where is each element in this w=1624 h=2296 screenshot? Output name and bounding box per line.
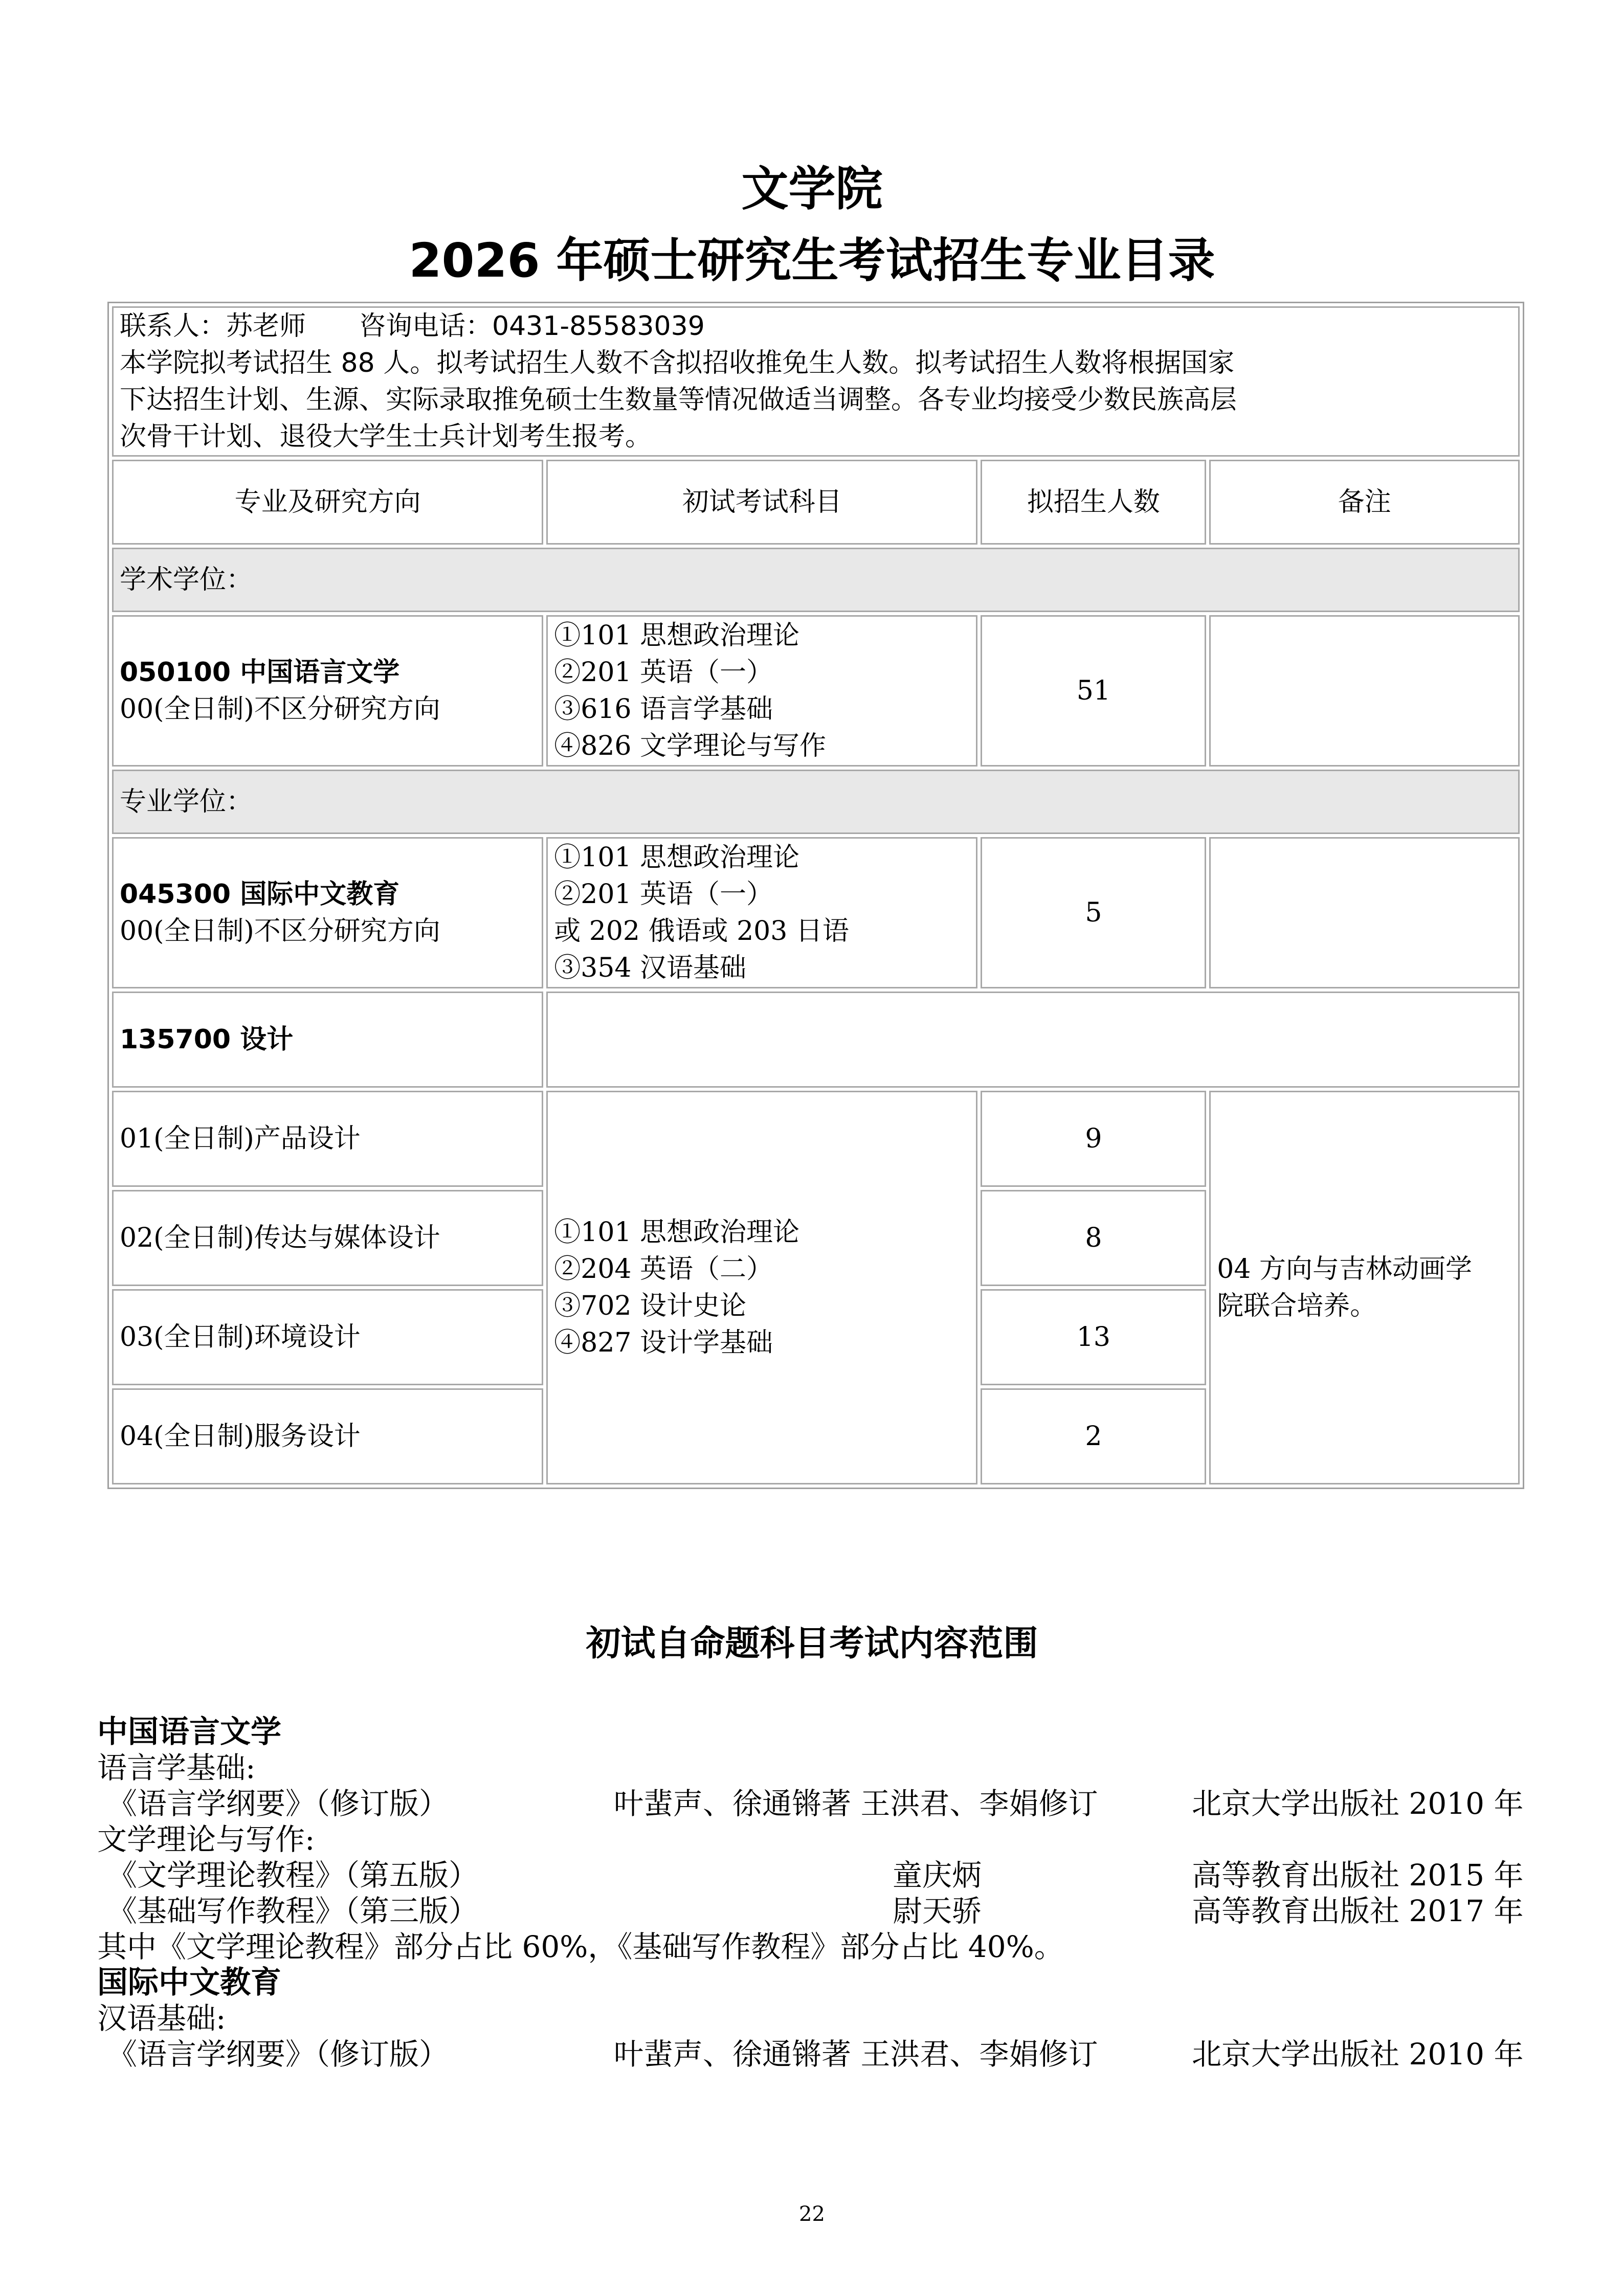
- notes-intl: [1209, 837, 1520, 988]
- section-academic: 学术学位：: [112, 548, 1520, 612]
- quota-chinese: 51: [981, 615, 1206, 767]
- quota-design-04: 2: [981, 1388, 1206, 1484]
- reference-book: [97, 1893, 1540, 1929]
- contact-line: 联系人：苏老师 咨询电话：0431-85583039: [120, 311, 705, 342]
- subjects-intl: [546, 837, 977, 988]
- program-design-empty: [546, 992, 1520, 1088]
- subject-item: ②201 英语（一）: [554, 657, 773, 688]
- catalog-table-wrapper: [107, 302, 1524, 1489]
- quota-design-01: 9: [981, 1091, 1206, 1187]
- notes-design: [1209, 1091, 1520, 1484]
- intro-paragraph-line: 下达招生计划、生源、实际录取推免硕士生数量等情况做适当调整。各专业均接受少数民族高层: [120, 385, 1237, 415]
- subject-item: ③354 汉语基础: [554, 953, 747, 983]
- book-title: 《语言学纲要》（修订版）: [107, 2037, 449, 2072]
- scope-heading: 初试自命题科目考试内容范围: [586, 1624, 1038, 1664]
- subject-item: 或 202 俄语或 203 日语: [554, 916, 849, 947]
- subject-item: ④826 文学理论与写作: [554, 731, 827, 761]
- subject-item: ③616 语言学基础: [554, 694, 773, 725]
- intro-paragraph-line: 次骨干计划、退役大学生士兵计划考生报考。: [120, 421, 652, 452]
- quota-design-03: 13: [981, 1289, 1206, 1385]
- reference-book: [97, 1786, 1540, 1821]
- book-publisher: 高等教育出版社 2015 年: [1192, 1858, 1524, 1893]
- book-publisher: 北京大学出版社 2010 年: [1192, 2037, 1524, 2072]
- page-subtitle: 2026 年硕士研究生考试招生专业目录: [409, 233, 1215, 288]
- book-author: 叶蜚声、徐通锵著 王洪君、李娟修订: [614, 1786, 1098, 1821]
- reference-book: [97, 1857, 1540, 1893]
- design-direction-04: 04(全日制)服务设计: [112, 1388, 543, 1484]
- subject-item: ①101 思想政治理论: [554, 842, 800, 873]
- intro-cell: [112, 306, 1520, 457]
- scope-major-title: 国际中文教育: [97, 1965, 281, 2000]
- book-publisher: 高等教育出版社 2017 年: [1192, 1894, 1524, 1928]
- book-title: 《文学理论教程》（第五版）: [107, 1858, 479, 1893]
- subject-item: ②204 英语（二）: [554, 1254, 773, 1285]
- book-author: 叶蜚声、徐通锵著 王洪君、李娟修订: [614, 2037, 1098, 2072]
- reference-book: [97, 2036, 1540, 2072]
- subject-item: ①101 思想政治理论: [554, 1217, 800, 1248]
- header-major: 专业及研究方向: [112, 460, 543, 545]
- design-direction-03: 03(全日制)环境设计: [112, 1289, 543, 1385]
- book-author: 尉天骄: [893, 1894, 982, 1928]
- header-quota: 拟招生人数: [981, 460, 1206, 545]
- subject-item: ③702 设计史论: [554, 1291, 747, 1321]
- page-number: 22: [799, 2202, 825, 2226]
- program-intl: [112, 837, 543, 988]
- book-publisher: 北京大学出版社 2010 年: [1192, 1786, 1524, 1821]
- scope-subject-label: 汉语基础:: [97, 2001, 226, 2036]
- scope-major-title: 中国语言文学: [97, 1714, 281, 1750]
- subject-item: ①101 思想政治理论: [554, 620, 800, 651]
- note-line: 04 方向与吉林动画学: [1217, 1254, 1472, 1285]
- notes-chinese: [1209, 615, 1520, 767]
- design-direction-02: 02(全日制)传达与媒体设计: [112, 1190, 543, 1286]
- subject-item: ②201 英语（一）: [554, 879, 773, 910]
- note-line: 院联合培养。: [1217, 1291, 1377, 1321]
- program-design-name: 135700 设计: [112, 992, 543, 1088]
- scope-subject-label: 文学理论与写作:: [97, 1822, 315, 1857]
- scope-subject-label: 语言学基础:: [97, 1750, 256, 1785]
- quota-design-02: 8: [981, 1190, 1206, 1286]
- program-name: 050100 中国语言文学: [120, 657, 400, 688]
- program-name: 045300 国际中文教育: [120, 879, 400, 910]
- subject-item: ④827 设计学基础: [554, 1327, 773, 1358]
- book-title: 《语言学纲要》（修订版）: [107, 1786, 449, 1821]
- page-title: 文学院: [741, 162, 883, 216]
- header-subjects: 初试考试科目: [546, 460, 977, 545]
- program-chinese: [112, 615, 543, 767]
- catalog-table: [107, 302, 1524, 1489]
- program-direction: 00(全日制)不区分研究方向: [120, 694, 440, 725]
- program-direction: 00(全日制)不区分研究方向: [120, 916, 440, 947]
- section-professional: 专业学位：: [112, 770, 1520, 834]
- ratio-note: 其中《文学理论教程》部分占比 60%，《基础写作教程》部分占比 40%。: [97, 1929, 1064, 1964]
- quota-intl: 5: [981, 837, 1206, 988]
- header-notes: 备注: [1209, 460, 1520, 545]
- book-author: 童庆炳: [893, 1858, 982, 1893]
- design-direction-01: 01(全日制)产品设计: [112, 1091, 543, 1187]
- book-title: 《基础写作教程》（第三版）: [107, 1894, 479, 1928]
- subjects-design: [546, 1091, 977, 1484]
- subjects-chinese: [546, 615, 977, 767]
- intro-paragraph-line: 本学院拟考试招生 88 人。拟考试招生人数不含拟招收推免生人数。拟考试招生人数将根据国家: [120, 348, 1235, 378]
- scope-reference-list: [97, 1714, 1540, 2072]
